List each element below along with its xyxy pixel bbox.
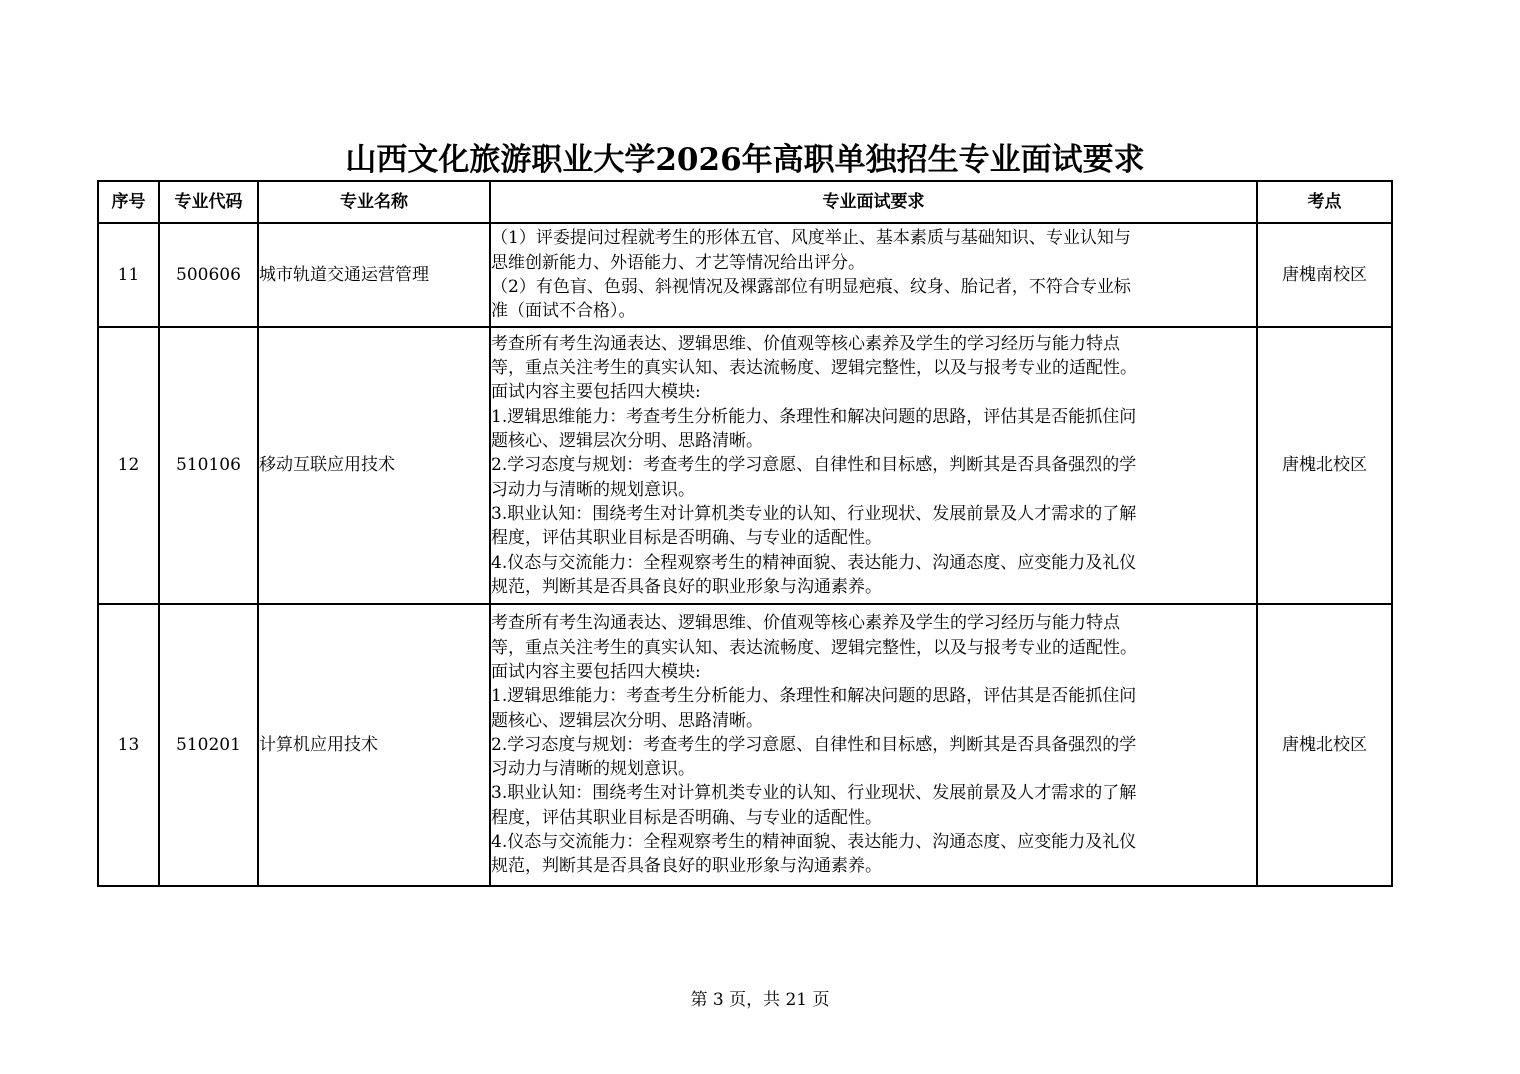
requirement-line: 3.职业认知：围绕考生对计算机类专业的认知、行业现状、发展前景及人才需求的了解 bbox=[491, 503, 1137, 524]
cell-no: 12 bbox=[98, 327, 159, 604]
cell-no: 11 bbox=[98, 223, 159, 327]
cell-name: 城市轨道交通运营管理 bbox=[258, 223, 490, 327]
cell-requirements bbox=[490, 604, 1257, 886]
requirement-line: 等，重点关注考生的真实认知、表达流畅度、逻辑完整性，以及与报考专业的适配性。 bbox=[491, 358, 1137, 379]
requirement-line: 思维创新能力、外语能力、才艺等情况给出评分。 bbox=[491, 252, 865, 273]
cell-code: 510106 bbox=[159, 327, 258, 604]
requirement-line: 准（面试不合格）。 bbox=[491, 301, 636, 322]
requirement-line: 面试内容主要包括四大模块: bbox=[491, 661, 701, 682]
requirement-line: 面试内容主要包括四大模块: bbox=[491, 382, 701, 403]
cell-code: 510201 bbox=[159, 604, 258, 886]
cell-name: 计算机应用技术 bbox=[258, 604, 490, 886]
requirement-line: 规范，判断其是否具备良好的职业形象与沟通素养。 bbox=[491, 576, 882, 597]
requirement-line: （2）有色盲、色弱、斜视情况及裸露部位有明显疤痕、纹身、胎记者，不符合专业标 bbox=[491, 277, 1131, 297]
header-requirements: 专业面试要求 bbox=[490, 181, 1257, 223]
table-row bbox=[98, 604, 1392, 886]
header-campus: 考点 bbox=[1257, 181, 1392, 223]
cell-code: 500606 bbox=[159, 223, 258, 327]
requirement-line: 1.逻辑思维能力：考查考生分析能力、条理性和解决问题的思路，评估其是否能抓住问 bbox=[491, 406, 1137, 427]
requirements-table bbox=[97, 180, 1393, 887]
requirement-line: 考查所有考生沟通表达、逻辑思维、价值观等核心素养及学生的学习经历与能力特点 bbox=[491, 333, 1120, 354]
cell-requirements bbox=[490, 327, 1257, 604]
cell-campus: 唐槐南校区 bbox=[1257, 223, 1392, 327]
requirement-line: 习动力与清晰的规划意识。 bbox=[491, 479, 695, 500]
requirement-line: 4.仪态与交流能力：全程观察考生的精神面貌、表达能力、沟通态度、应变能力及礼仪 bbox=[491, 552, 1137, 573]
requirement-line: 2.学习态度与规划：考查考生的学习意愿、自律性和目标感，判断其是否具备强烈的学 bbox=[491, 734, 1137, 755]
cell-campus: 唐槐北校区 bbox=[1257, 604, 1392, 886]
requirement-line: 3.职业认知：围绕考生对计算机类专业的认知、行业现状、发展前景及人才需求的了解 bbox=[491, 783, 1137, 804]
cell-campus: 唐槐北校区 bbox=[1257, 327, 1392, 604]
table-header-row bbox=[98, 181, 1392, 223]
table-row bbox=[98, 223, 1392, 327]
requirement-line: 程度，评估其职业目标是否明确、与专业的适配性。 bbox=[491, 807, 882, 828]
header-name: 专业名称 bbox=[258, 181, 490, 223]
header-code: 专业代码 bbox=[159, 181, 258, 223]
requirement-line: 2.学习态度与规划：考查考生的学习意愿、自律性和目标感，判断其是否具备强烈的学 bbox=[491, 455, 1137, 476]
requirement-line: 4.仪态与交流能力：全程观察考生的精神面貌、表达能力、沟通态度、应变能力及礼仪 bbox=[491, 832, 1137, 853]
requirement-line: 等，重点关注考生的真实认知、表达流畅度、逻辑完整性，以及与报考专业的适配性。 bbox=[491, 637, 1137, 658]
requirement-line: 题核心、逻辑层次分明、思路清晰。 bbox=[491, 431, 763, 452]
requirement-line: （1）评委提问过程就考生的形体五官、风度举止、基本素质与基础知识、专业认知与 bbox=[491, 228, 1131, 249]
cell-no: 13 bbox=[98, 604, 159, 886]
cell-requirements bbox=[490, 223, 1257, 327]
requirement-line: 题核心、逻辑层次分明、思路清晰。 bbox=[491, 710, 763, 731]
cell-name: 移动互联应用技术 bbox=[258, 327, 490, 604]
header-no: 序号 bbox=[98, 181, 159, 223]
requirement-line: 1.逻辑思维能力：考查考生分析能力、条理性和解决问题的思路，评估其是否能抓住问 bbox=[491, 686, 1137, 707]
requirement-line: 考查所有考生沟通表达、逻辑思维、价值观等核心素养及学生的学习经历与能力特点 bbox=[491, 613, 1120, 634]
page-number: 第 3 页，共 21 页 bbox=[690, 990, 830, 1010]
table-row bbox=[98, 327, 1392, 604]
requirement-line: 规范，判断其是否具备良好的职业形象与沟通素养。 bbox=[491, 856, 882, 877]
requirement-line: 程度，评估其职业目标是否明确、与专业的适配性。 bbox=[491, 528, 882, 549]
requirement-line: 习动力与清晰的规划意识。 bbox=[491, 759, 695, 780]
document-title: 山西文化旅游职业大学2026年高职单独招生专业面试要求 bbox=[345, 142, 1145, 178]
